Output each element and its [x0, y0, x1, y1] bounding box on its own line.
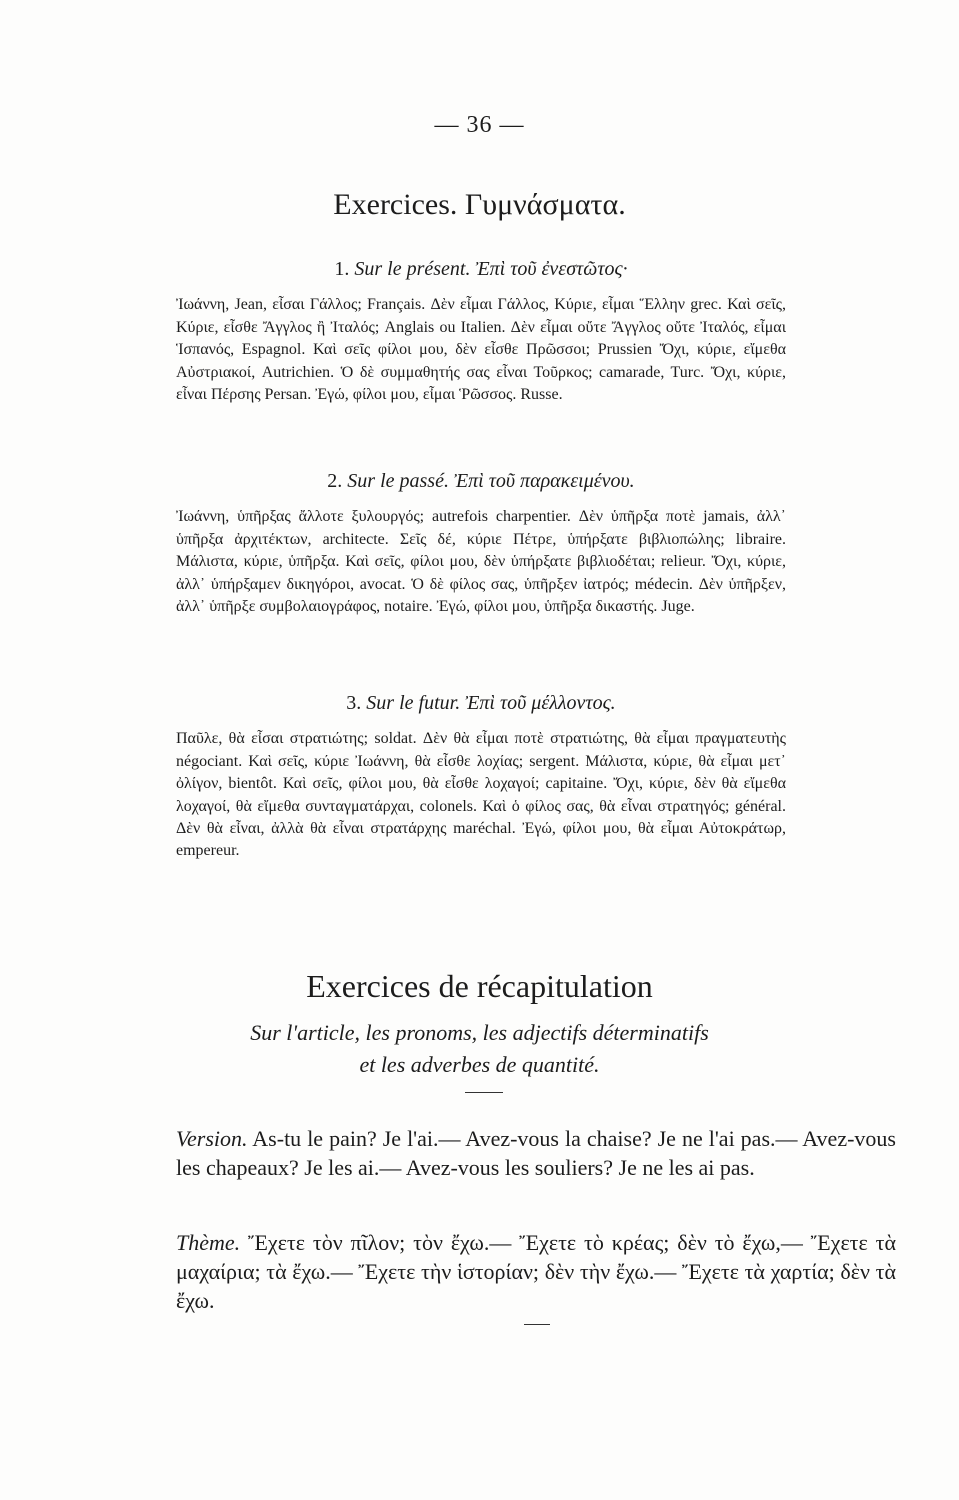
- version-label: Version.: [176, 1126, 248, 1151]
- section-text: Παῦλε, θὰ εἶσαι στρατιώτης; soldat. Δὲν θὰ εἶμαι ποτὲ στρατιώτης, θὰ εἶμαι πραγματευτὴς négociant. Καὶ σεῖς, κύριε Ἰωάννη, θὰ εἶσθε λοχίας; sergent. Μάλιστα, κύριε, θὰ εἶμαι μετ᾽ ὀλίγον, bientôt. Καὶ σεῖς, φίλοι μου, θὰ εἶσθε λοχαγοί; capitaine. Ὄχι, κύριε, δὲν θὰ εἴμεθα λοχαγοί, θὰ εἴμεθα συνταγματάρχαι, colonels. Καὶ ὁ φίλος σας, θὰ εἶναι στρατηγός; général. Δὲν θὰ εἶναι, ἀλλὰ θὰ εἶναι στρατάρχης maréchal. Ἐγώ, φίλοι μου, θὰ εἶμαι Αὐτοκράτωρ, empereur.: [176, 730, 786, 860]
- section-past: [176, 470, 786, 618]
- theme-label: Thème.: [176, 1230, 241, 1255]
- section-heading: [176, 470, 786, 492]
- section-heading: [176, 258, 786, 280]
- section-heading-gr: Ἐπὶ τοῦ παρακειμένου.: [453, 470, 635, 492]
- section-heading-fr: Sur le futur.: [366, 692, 461, 714]
- theme-paragraph: [176, 1228, 896, 1315]
- recap-subtitle-line2: et les adverbes de quantité.: [359, 1052, 600, 1077]
- version-text: As-tu le pain? Je l'ai.— Avez-vous la chaise? Je ne l'ai pas.— Avez-vous les chapeaux? Je les ai.— Avez-vous les souliers? Je ne les ai pas.: [176, 1126, 896, 1180]
- section-number: 3.: [346, 692, 362, 714]
- section-future: [176, 692, 786, 863]
- section-number: 2.: [327, 470, 343, 492]
- recap-title: Exercices de récapitulation: [306, 968, 653, 1004]
- divider: [465, 1092, 503, 1093]
- section-heading-fr: Sur le présent.: [354, 258, 471, 280]
- recap-subtitle-line1: Sur l'article, les pronoms, les adjectifs déterminatifs: [250, 1020, 709, 1045]
- version-paragraph: [176, 1124, 896, 1182]
- theme-text: Ἔχετε τὸν πῖλον; τὸν ἔχω.— Ἔχετε τὸ κρέας; δὲν τὸ ἔχω,— Ἔχετε τὰ μαχαίρια; τὰ ἔχω.— Ἔχετε τὴν ἱστορίαν; δὲν τὴν ἔχω.— Ἔχετε τὰ χαρτία; δὲν τὰ ἔχω.: [176, 1230, 897, 1313]
- page-number: — 36 —: [434, 112, 525, 138]
- section-number: 1.: [334, 258, 350, 280]
- section-heading-fr: Sur le passé.: [347, 470, 449, 492]
- page-title: Exercices. Γυμνάσματα.: [333, 188, 626, 221]
- section-text: Ἰωάννη, Jean, εἶσαι Γάλλος; Français. Δὲν εἶμαι Γάλλος, Κύριε, εἶμαι Ἕλλην grec. Καὶ σεῖς, Κύριε, εἶσθε Ἄγγλος ἢ Ἰταλός; Anglais ou Italien. Δὲν εἶμαι οὔτε Ἄγγλος οὔτε Ἰταλός, εἶμαι Ἱσπανός, Espagnol. Καὶ σεῖς φίλοι μου, δὲν εἶσθε Πρῶσσοι; Prussien Ὄχι, κύριε, εἴμεθα Αὐστριακοί, Autrichien. Ὁ δὲ συμμαθητής σας εἶναι Τοῦρκος; camarade, Turc. Ὄχι, κύριε, εἶναι Πέρσης Persan. Ἐγώ, φίλοι μου, εἶμαι Ῥῶσσος. Russe.: [176, 296, 786, 404]
- end-divider: [524, 1324, 550, 1325]
- section-heading-gr: Ἐπὶ τοῦ ἐνεστῶτος·: [475, 258, 628, 280]
- section-present: [176, 258, 786, 406]
- section-heading-gr: Ἐπὶ τοῦ μέλλοντος.: [465, 692, 616, 714]
- section-text: Ἰωάννη, ὑπῆρξας ἄλλοτε ξυλουργός; autrefois charpentier. Δὲν ὑπῆρξα ποτὲ jamais, ἀλλ᾽ ὑπῆρξα ἀρχιτέκτων, architecte. Σεῖς δέ, κύριε Πέτρε, ὑπήρξατε βιβλιοπώλης; libraire. Μάλιστα, κύριε, ὑπῆρξα. Καὶ σεῖς, φίλοι μου, δὲν ὑπήρξατε βιβλιοδέται; relieur. Ὄχι, κύριε, ἀλλ᾽ ὑπήρξαμεν δικηγόροι, avocat. Ὁ δὲ φίλος σας, ὑπῆρξεν ἰατρός; médecin. Δὲν ὑπῆρξεν, ἀλλ᾽ ὑπῆρξε συμβολαιογράφος, notaire. Ἐγώ, φίλοι μου, ὑπῆρξα δικαστής. Juge.: [176, 508, 786, 616]
- section-heading: [176, 692, 786, 714]
